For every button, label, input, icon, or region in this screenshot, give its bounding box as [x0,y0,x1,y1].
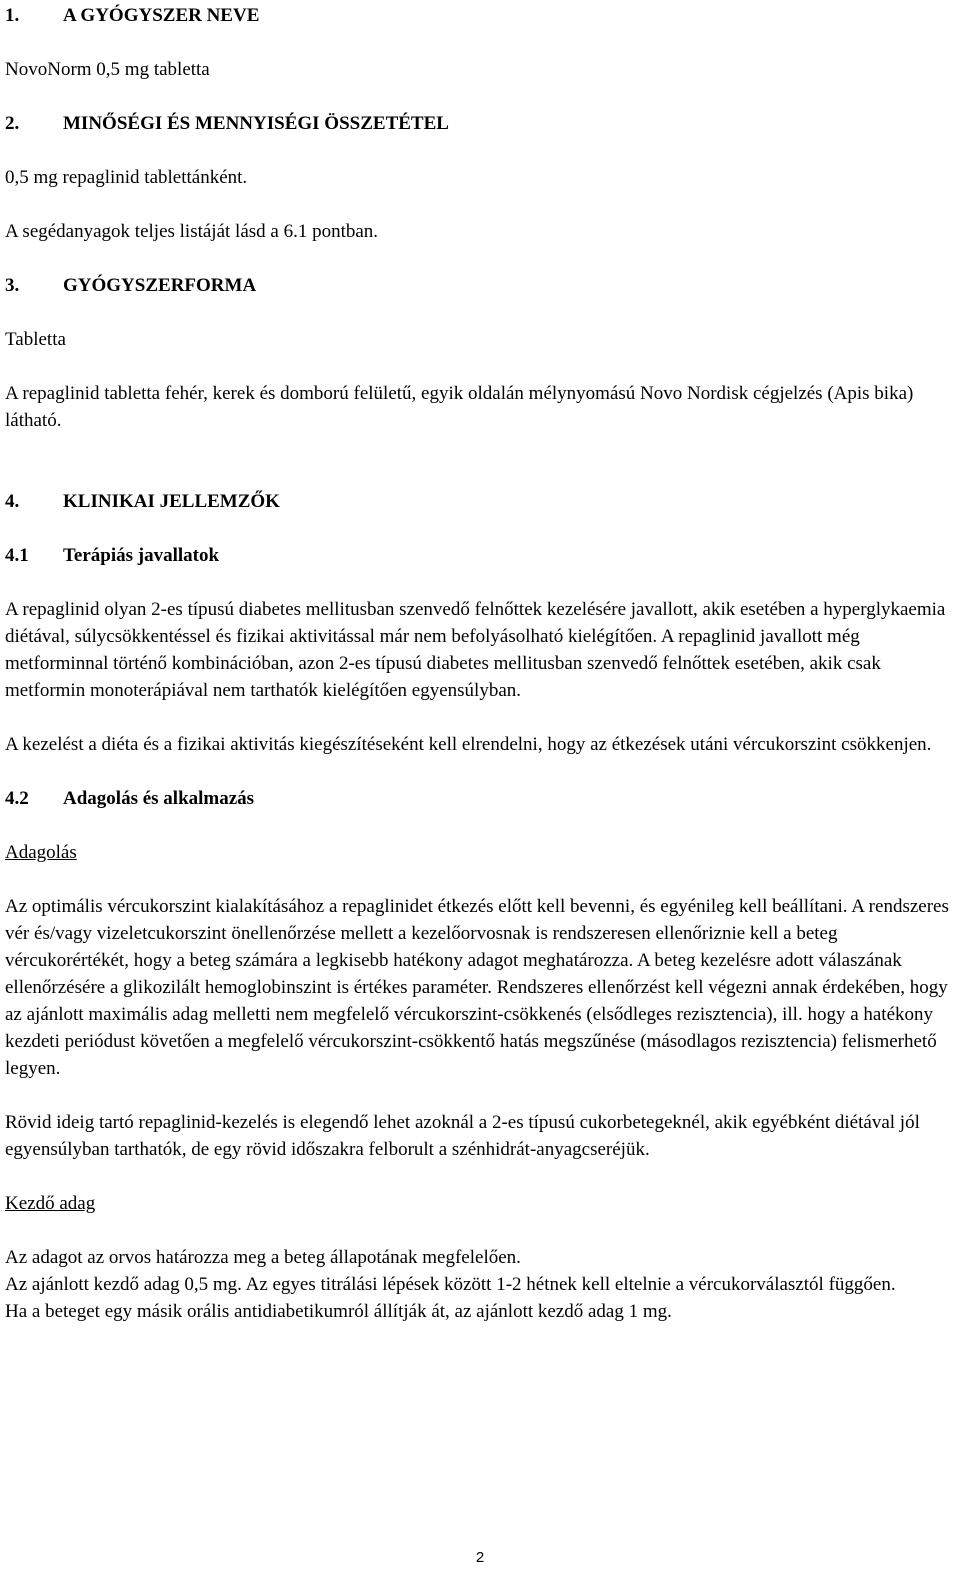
section-number: 4.1 [5,545,29,566]
section-4-2-heading [5,785,955,812]
section-3-heading [5,272,955,299]
section-4-1-heading [5,542,955,569]
starting-dose-line-3: Ha a beteget egy másik orális antidiabetikumról állítják át, az ajánlott kezdő adag 1 mg. [5,1301,672,1322]
section-number: 1. [5,5,20,26]
composition-text: 0,5 mg repaglinid tablettánként. [5,167,248,188]
excipients-text: A segédanyagok teljes listáját lásd a 6.1 pontban. [5,221,379,242]
section-title: A GYÓGYSZER NEVE [63,5,260,26]
starting-dose-line-1: Az adagot az orvos határozza meg a beteg állapotának megfelelően. [5,1247,521,1268]
pharmaceutical-form: Tabletta [5,329,66,350]
section-number: 3. [5,275,20,296]
section-4-heading [5,488,955,515]
dosage-paragraph: Az optimális vércukorszint kialakításához a repaglinidet étkezés előtt kell bevenni, és egyénileg kell beállítani. A rendszeres vér és/vagy vizeletcukorszint önellenőrzése mellett a kezelőorvosnak is rendszeresen ellenőriznie kell a beteg vércukorértékét, hogy a beteg számára a legkisebb hatékony adagot meghatározza. A beteg kezelésre adott válaszának ellenőrzésére a glikozilált hemoglobinszint is értékes paraméter. Rendszeres ellenőrzést kell végezni annak érdekében, hogy az ajánlott maximális adag melletti nem megfelelő vércukorszint-csökkenés (elsődleges rezisztencia), ill. hogy a hatékony kezdeti periódust követően a megfelelő vércukorszint-csökkentő hatás megszűnése (másodlagos rezisztencia) felismerhető legyen. [5,896,949,1079]
indications-paragraph: A repaglinid olyan 2-es típusú diabetes mellitusban szenvedő felnőttek kezelésére javallott, akik esetében a hyperglykaemia diétával, súlycsökkentéssel és fizikai aktivitással már nem befolyásolható kielégítően. A repaglinid javallott még metforminnal történő kombinációban, azon 2-es típusú diabetes mellitusban szenvedő felnőttek esetében, akik csak metformin monoterápiával nem tarthatók kielégítően egyensúlyban. [5,599,946,701]
indications-paragraph-2: A kezelést a diéta és a fizikai aktivitás kiegészítéseként kell elrendelni, hogy az étkezések utáni vércukorszint csökkenjen. [5,734,932,755]
page-number: 2 [475,1549,485,1566]
section-title: MINŐSÉGI ÉS MENNYISÉGI ÖSSZETÉTEL [63,113,449,134]
subheading-kezdo-adag: Kezdő adag [5,1193,96,1214]
section-title: Terápiás javallatok [63,545,220,566]
document-page [5,2,955,1325]
section-title: Adagolás és alkalmazás [63,788,255,809]
section-2-heading [5,110,955,137]
drug-name: NovoNorm 0,5 mg tabletta [5,59,210,80]
section-title: GYÓGYSZERFORMA [63,275,257,296]
section-title: KLINIKAI JELLEMZŐK [63,491,280,512]
section-number: 4. [5,491,20,512]
tablet-description: A repaglinid tabletta fehér, kerek és domború felületű, egyik oldalán mélynyomású Novo Nordisk cégjelzés (Apis bika) látható. [5,383,914,431]
section-number: 4.2 [5,788,29,809]
starting-dose-line-2: Az ajánlott kezdő adag 0,5 mg. Az egyes titrálási lépések között 1-2 hétnek kell eltelnie a vércukorválasztól függően. [5,1274,896,1295]
section-1-heading [5,2,955,29]
short-term-paragraph: Rövid ideig tartó repaglinid-kezelés is elegendő lehet azoknál a 2-es típusú cukorbetegeknél, akik egyébként diétával jól egyensúlyban tarthatók, de egy rövid időszakra felborult a szénhidrát-anyagcseréjük. [5,1112,920,1160]
section-number: 2. [5,113,20,134]
subheading-adagolas: Adagolás [5,842,77,863]
